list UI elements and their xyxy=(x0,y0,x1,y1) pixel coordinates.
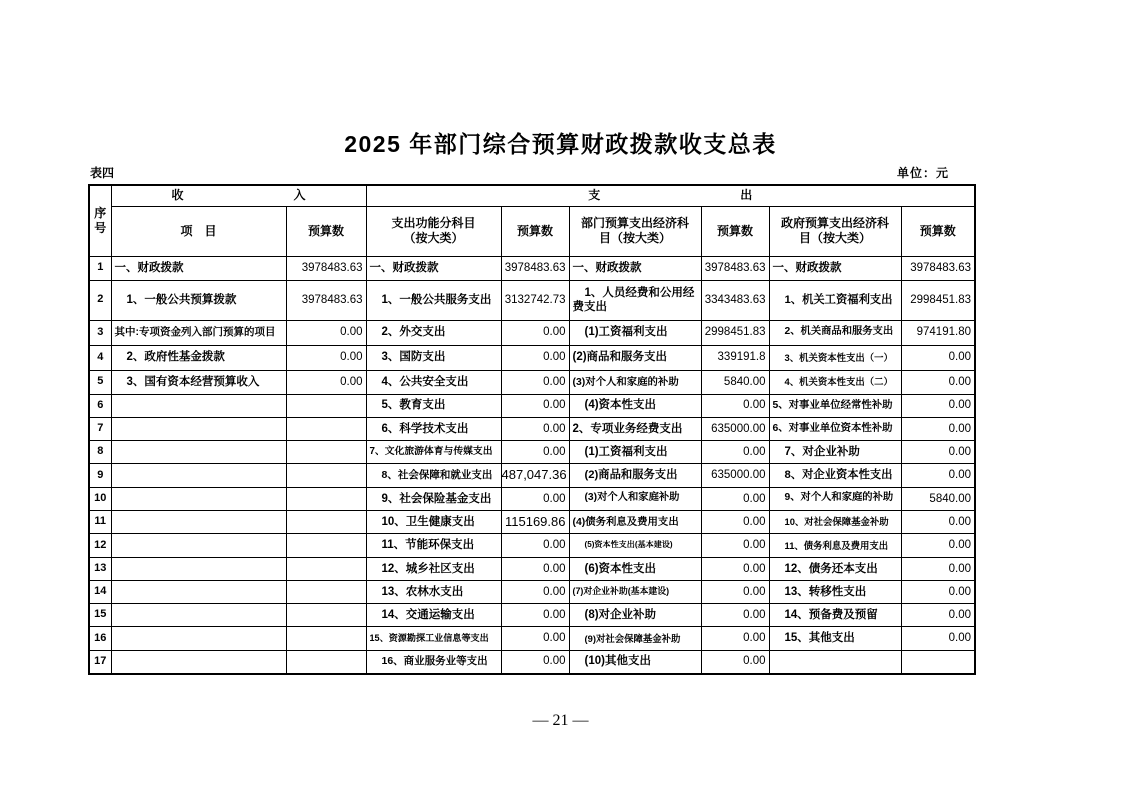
table-row xyxy=(89,280,975,320)
dept-econ-item-cell: (6)资本性支出 xyxy=(569,557,701,580)
functional-item-cell: 11、节能环保支出 xyxy=(366,534,501,557)
header-seq: 序号 xyxy=(89,185,111,256)
income-item-cell xyxy=(111,464,286,487)
table-row xyxy=(89,394,975,417)
functional-budget-cell: 0.00 xyxy=(501,604,569,627)
income-item-cell xyxy=(111,627,286,650)
functional-item-cell: 14、交通运输支出 xyxy=(366,604,501,627)
dept-econ-budget-cell: 2998451.83 xyxy=(701,320,769,345)
row-seq-cell: 12 xyxy=(89,534,111,557)
row-seq-cell: 4 xyxy=(89,345,111,370)
row-seq-cell: 13 xyxy=(89,557,111,580)
dept-econ-item-cell: 2、专项业务经费支出 xyxy=(569,417,701,440)
income-item-cell xyxy=(111,487,286,510)
dept-econ-item-cell: (3)对个人和家庭的补助 xyxy=(569,370,701,394)
dept-econ-budget-cell: 5840.00 xyxy=(701,370,769,394)
gov-econ-budget-cell: 0.00 xyxy=(901,441,975,464)
dept-econ-item-cell: (5)资本性支出(基本建设) xyxy=(569,534,701,557)
gov-econ-budget-cell: 0.00 xyxy=(901,394,975,417)
functional-item-cell: 9、社会保险基金支出 xyxy=(366,487,501,510)
income-item-cell xyxy=(111,580,286,603)
dept-econ-item-cell: (1)工资福利支出 xyxy=(569,320,701,345)
functional-item-cell: 4、公共安全支出 xyxy=(366,370,501,394)
gov-econ-item-cell: 一、财政拨款 xyxy=(769,256,901,280)
income-item-cell xyxy=(111,441,286,464)
header-gov-econ xyxy=(769,206,901,256)
gov-econ-budget-cell: 0.00 xyxy=(901,627,975,650)
functional-budget-cell: 3978483.63 xyxy=(501,256,569,280)
table-row xyxy=(89,256,975,280)
dept-econ-budget-cell: 0.00 xyxy=(701,394,769,417)
functional-budget-cell: 0.00 xyxy=(501,650,569,673)
dept-econ-budget-cell: 0.00 xyxy=(701,487,769,510)
income-item-cell xyxy=(111,650,286,673)
dept-econ-budget-cell: 0.00 xyxy=(701,441,769,464)
gov-econ-budget-cell: 3978483.63 xyxy=(901,256,975,280)
gov-econ-item-cell: 5、对事业单位经常性补助 xyxy=(769,394,901,417)
table-row xyxy=(89,320,975,345)
header-dept-line2: 目（按大类） xyxy=(598,231,671,245)
functional-item-cell: 12、城乡社区支出 xyxy=(366,557,501,580)
dept-econ-item-cell: (3)对个人和家庭补助 xyxy=(569,487,701,510)
income-item-cell: 一、财政拨款 xyxy=(111,256,286,280)
functional-item-cell: 5、教育支出 xyxy=(366,394,501,417)
functional-item-cell: 13、农林水支出 xyxy=(366,580,501,603)
table-row xyxy=(89,487,975,510)
header-item: 项 目 xyxy=(111,206,286,256)
row-seq-cell: 6 xyxy=(89,394,111,417)
income-budget-cell xyxy=(286,534,366,557)
row-seq-cell: 10 xyxy=(89,487,111,510)
dept-econ-budget-cell: 635000.00 xyxy=(701,464,769,487)
income-item-cell: 3、国有资本经营预算收入 xyxy=(111,370,286,394)
gov-econ-budget-cell: 0.00 xyxy=(901,417,975,440)
gov-econ-budget-cell: 0.00 xyxy=(901,534,975,557)
functional-item-cell: 3、国防支出 xyxy=(366,345,501,370)
gov-econ-item-cell: 6、对事业单位资本性补助 xyxy=(769,417,901,440)
income-budget-cell: 3978483.63 xyxy=(286,280,366,320)
income-budget-cell xyxy=(286,650,366,673)
income-budget-cell xyxy=(286,580,366,603)
income-item-cell xyxy=(111,510,286,533)
row-seq-cell: 16 xyxy=(89,627,111,650)
functional-item-cell: 16、商业服务业等支出 xyxy=(366,650,501,673)
income-item-cell xyxy=(111,557,286,580)
gov-econ-item-cell xyxy=(769,650,901,673)
gov-econ-budget-cell: 0.00 xyxy=(901,345,975,370)
header-functional xyxy=(366,206,501,256)
page-number: — 21 — xyxy=(532,712,589,729)
table-row xyxy=(89,557,975,580)
gov-econ-budget-cell: 974191.80 xyxy=(901,320,975,345)
table-row xyxy=(89,345,975,370)
functional-budget-cell: 0.00 xyxy=(501,320,569,345)
gov-econ-item-cell: 7、对企业补助 xyxy=(769,441,901,464)
dept-econ-budget-cell: 0.00 xyxy=(701,580,769,603)
table-body xyxy=(89,256,975,674)
functional-budget-cell: 0.00 xyxy=(501,394,569,417)
header-expense-group xyxy=(366,185,975,206)
header-functional-line2: （按大类） xyxy=(403,231,464,245)
functional-item-cell: 10、卫生健康支出 xyxy=(366,510,501,533)
functional-budget-cell: 3132742.73 xyxy=(501,280,569,320)
unit-label: 单位：元 xyxy=(897,166,950,180)
dept-econ-item-cell: 一、财政拨款 xyxy=(569,256,701,280)
row-seq-cell: 17 xyxy=(89,650,111,673)
header-budget-income: 预算数 xyxy=(286,206,366,256)
gov-econ-item-cell: 12、债务还本支出 xyxy=(769,557,901,580)
gov-econ-item-cell: 10、对社会保障基金补助 xyxy=(769,510,901,533)
dept-econ-item-cell: (2)商品和服务支出 xyxy=(569,345,701,370)
table-row xyxy=(89,370,975,394)
gov-econ-item-cell: 1、机关工资福利支出 xyxy=(769,280,901,320)
header-dept-econ xyxy=(569,206,701,256)
functional-budget-cell: 487,047.36 xyxy=(501,464,569,487)
income-budget-cell xyxy=(286,464,366,487)
dept-econ-budget-cell: 3343483.63 xyxy=(701,280,769,320)
dept-econ-budget-cell: 0.00 xyxy=(701,557,769,580)
income-budget-cell xyxy=(286,417,366,440)
header-budget-gov: 预算数 xyxy=(901,206,975,256)
gov-econ-item-cell: 3、机关资本性支出（一） xyxy=(769,345,901,370)
table-row xyxy=(89,510,975,533)
dept-econ-item-cell: (2)商品和服务支出 xyxy=(569,464,701,487)
gov-econ-item-cell: 8、对企业资本性支出 xyxy=(769,464,901,487)
dept-econ-budget-cell: 0.00 xyxy=(701,510,769,533)
income-item-cell: 2、政府性基金拨款 xyxy=(111,345,286,370)
functional-budget-cell: 115169.86 xyxy=(501,510,569,533)
income-budget-cell: 3978483.63 xyxy=(286,256,366,280)
income-budget-cell: 0.00 xyxy=(286,370,366,394)
dept-econ-item-cell: (1)工资福利支出 xyxy=(569,441,701,464)
income-budget-cell: 0.00 xyxy=(286,320,366,345)
table-row xyxy=(89,604,975,627)
income-budget-cell xyxy=(286,441,366,464)
header-dept-line1: 部门预算支出经济科 xyxy=(580,216,689,230)
header-functional-line1: 支出功能分科目 xyxy=(391,216,476,230)
row-seq-cell: 11 xyxy=(89,510,111,533)
header-expense-char-2: 出 xyxy=(740,188,753,203)
dept-econ-item-cell: 1、人员经费和公用经费支出 xyxy=(569,280,701,320)
gov-econ-budget-cell: 0.00 xyxy=(901,464,975,487)
gov-econ-item-cell: 11、债务利息及费用支出 xyxy=(769,534,901,557)
income-item-cell xyxy=(111,604,286,627)
row-seq-cell: 9 xyxy=(89,464,111,487)
dept-econ-budget-cell: 339191.8 xyxy=(701,345,769,370)
functional-budget-cell: 0.00 xyxy=(501,441,569,464)
header-budget-functional: 预算数 xyxy=(501,206,569,256)
functional-budget-cell: 0.00 xyxy=(501,534,569,557)
functional-item-cell: 8、社会保障和就业支出 xyxy=(366,464,501,487)
gov-econ-item-cell: 9、对个人和家庭的补助 xyxy=(769,487,901,510)
gov-econ-budget-cell: 0.00 xyxy=(901,580,975,603)
income-item-cell xyxy=(111,534,286,557)
income-budget-cell: 0.00 xyxy=(286,345,366,370)
header-gov-line2: 目（按大类） xyxy=(798,231,871,245)
gov-econ-budget-cell xyxy=(901,650,975,673)
dept-econ-item-cell: (7)对企业补助(基本建设) xyxy=(569,580,701,603)
gov-econ-item-cell: 13、转移性支出 xyxy=(769,580,901,603)
income-budget-cell xyxy=(286,627,366,650)
income-item-cell: 其中:专项资金列入部门预算的项目 xyxy=(111,320,286,345)
income-budget-cell xyxy=(286,604,366,627)
table-header xyxy=(89,185,975,256)
income-item-cell xyxy=(111,417,286,440)
gov-econ-budget-cell: 2998451.83 xyxy=(901,280,975,320)
functional-item-cell: 1、一般公共服务支出 xyxy=(366,280,501,320)
dept-econ-budget-cell: 0.00 xyxy=(701,650,769,673)
functional-budget-cell: 0.00 xyxy=(501,627,569,650)
functional-budget-cell: 0.00 xyxy=(501,557,569,580)
table-row xyxy=(89,627,975,650)
row-seq-cell: 1 xyxy=(89,256,111,280)
row-seq-cell: 14 xyxy=(89,580,111,603)
functional-budget-cell: 0.00 xyxy=(501,487,569,510)
row-seq-cell: 8 xyxy=(89,441,111,464)
income-item-cell: 1、一般公共预算拨款 xyxy=(111,280,286,320)
dept-econ-budget-cell: 635000.00 xyxy=(701,417,769,440)
income-item-cell xyxy=(111,394,286,417)
row-seq-cell: 2 xyxy=(89,280,111,320)
dept-econ-budget-cell: 3978483.63 xyxy=(701,256,769,280)
functional-item-cell: 6、科学技术支出 xyxy=(366,417,501,440)
header-gov-line1: 政府预算支出经济科 xyxy=(780,216,889,230)
income-budget-cell xyxy=(286,487,366,510)
functional-budget-cell: 0.00 xyxy=(501,417,569,440)
table-row xyxy=(89,464,975,487)
gov-econ-budget-cell: 0.00 xyxy=(901,370,975,394)
dept-econ-item-cell: (4)资本性支出 xyxy=(569,394,701,417)
gov-econ-budget-cell: 0.00 xyxy=(901,604,975,627)
functional-budget-cell: 0.00 xyxy=(501,370,569,394)
gov-econ-budget-cell: 5840.00 xyxy=(901,487,975,510)
header-income-char-2: 入 xyxy=(293,188,306,203)
income-budget-cell xyxy=(286,394,366,417)
dept-econ-item-cell: (4)债务利息及费用支出 xyxy=(569,510,701,533)
gov-econ-item-cell: 14、预备费及预留 xyxy=(769,604,901,627)
gov-econ-item-cell: 15、其他支出 xyxy=(769,627,901,650)
dept-econ-item-cell: (10)其他支出 xyxy=(569,650,701,673)
page-title: 2025 年部门综合预算财政拨款收支总表 xyxy=(344,131,777,157)
table-tag-label: 表四 xyxy=(90,166,115,180)
gov-econ-budget-cell: 0.00 xyxy=(901,510,975,533)
dept-econ-item-cell: (9)对社会保障基金补助 xyxy=(569,627,701,650)
gov-econ-item-cell: 4、机关资本性支出（二） xyxy=(769,370,901,394)
dept-econ-budget-cell: 0.00 xyxy=(701,627,769,650)
gov-econ-item-cell: 2、机关商品和服务支出 xyxy=(769,320,901,345)
row-seq-cell: 15 xyxy=(89,604,111,627)
dept-econ-item-cell: (8)对企业补助 xyxy=(569,604,701,627)
functional-item-cell: 2、外交支出 xyxy=(366,320,501,345)
functional-item-cell: 一、财政拨款 xyxy=(366,256,501,280)
budget-table xyxy=(88,184,976,675)
dept-econ-budget-cell: 0.00 xyxy=(701,604,769,627)
functional-budget-cell: 0.00 xyxy=(501,345,569,370)
table-row xyxy=(89,650,975,673)
dept-econ-budget-cell: 0.00 xyxy=(701,534,769,557)
functional-item-cell: 7、文化旅游体育与传媒支出 xyxy=(366,441,501,464)
income-budget-cell xyxy=(286,510,366,533)
table-row xyxy=(89,580,975,603)
header-income-group xyxy=(111,185,366,206)
table-row xyxy=(89,534,975,557)
table-row xyxy=(89,441,975,464)
header-income-char-1: 收 xyxy=(171,188,184,203)
functional-budget-cell: 0.00 xyxy=(501,580,569,603)
table-row xyxy=(89,417,975,440)
gov-econ-budget-cell: 0.00 xyxy=(901,557,975,580)
header-budget-dept: 预算数 xyxy=(701,206,769,256)
row-seq-cell: 3 xyxy=(89,320,111,345)
functional-item-cell: 15、资源勘探工业信息等支出 xyxy=(366,627,501,650)
row-seq-cell: 5 xyxy=(89,370,111,394)
header-expense-char-1: 支 xyxy=(588,188,601,203)
row-seq-cell: 7 xyxy=(89,417,111,440)
income-budget-cell xyxy=(286,557,366,580)
